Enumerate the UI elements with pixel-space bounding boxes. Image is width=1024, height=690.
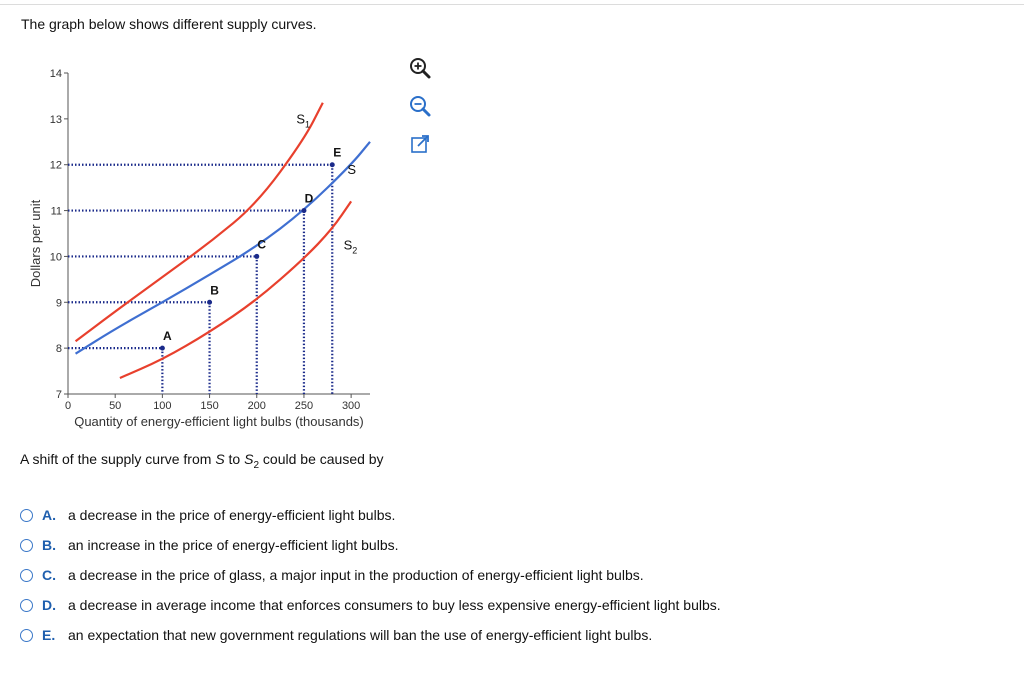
y-tick-label: 14 <box>49 68 62 80</box>
point-label-d: D <box>304 191 314 206</box>
question-part: to <box>224 451 245 467</box>
x-tick-label: 0 <box>64 400 72 412</box>
option-text: an increase in the price of energy-efficient light bulbs. <box>68 537 399 553</box>
option-a[interactable] <box>20 500 721 530</box>
option-text: a decrease in average income that enforces consumers to buy less expensive energy-efficient light bulbs. <box>68 597 721 613</box>
question-part: A shift of the supply curve from <box>20 451 216 467</box>
y-tick-label: 8 <box>55 343 62 356</box>
option-e[interactable] <box>20 620 721 650</box>
point-label-e: E <box>333 145 342 160</box>
supply-chart <box>20 60 400 435</box>
y-tick-label: 7 <box>55 389 62 401</box>
point-label-c: C <box>257 237 267 252</box>
question-s2-subscript: 2 <box>253 459 260 471</box>
question-text <box>20 451 384 471</box>
x-tick-label: 300 <box>341 400 361 412</box>
option-letter: C. <box>42 567 56 583</box>
point-b <box>207 300 212 305</box>
point-d <box>301 208 306 213</box>
answer-options <box>20 500 721 650</box>
option-b[interactable] <box>20 530 721 560</box>
x-tick-label: 250 <box>294 400 314 412</box>
graph-toolbar <box>407 55 437 169</box>
radio-button[interactable] <box>20 509 33 522</box>
radio-button[interactable] <box>20 629 33 642</box>
radio-button[interactable] <box>20 599 33 612</box>
question-s: S <box>215 451 225 467</box>
curve-s2 <box>120 201 351 378</box>
point-e <box>330 162 335 167</box>
x-axis-label: Quantity of energy-efficient light bulbs (thousands) <box>74 414 364 429</box>
x-tick-label: 200 <box>247 400 266 412</box>
curve-s1 <box>76 103 323 344</box>
point-c <box>254 254 259 259</box>
y-tick-label: 10 <box>49 251 62 264</box>
option-letter: B. <box>42 537 56 553</box>
y-axis-label: Dollars per unit <box>28 199 43 288</box>
option-text: an expectation that new government regulations will ban the use of energy-efficient light bulbs. <box>68 627 653 643</box>
option-c[interactable] <box>20 560 721 590</box>
zoom-out-icon[interactable] <box>407 93 433 119</box>
zoom-in-icon[interactable] <box>407 55 433 81</box>
option-letter: E. <box>42 627 56 643</box>
option-text: a decrease in the price of glass, a major input in the production of energy-efficient light bulbs. <box>68 567 644 583</box>
x-tick-label: 50 <box>109 400 122 412</box>
point-label-b: B <box>210 283 219 298</box>
expand-icon[interactable] <box>407 131 433 157</box>
x-tick-label: 150 <box>200 400 219 412</box>
y-tick-label: 12 <box>49 159 62 172</box>
option-text: a decrease in the price of energy-efficient light bulbs. <box>68 507 396 523</box>
point-label-a: A <box>163 329 172 344</box>
question-part: could be caused by <box>259 451 384 467</box>
radio-button[interactable] <box>20 539 33 552</box>
curve-label-s2: $S_2$ <box>343 237 358 256</box>
question-s2: S <box>244 451 254 467</box>
option-d[interactable] <box>20 590 721 620</box>
y-tick-label: 13 <box>49 113 62 126</box>
point-a <box>160 346 165 351</box>
intro-text: The graph below shows different supply curves. <box>21 16 317 32</box>
y-tick-label: 11 <box>50 205 62 218</box>
curve-label-s: S <box>347 161 357 177</box>
option-letter: A. <box>42 507 56 523</box>
top-divider <box>0 4 1024 5</box>
x-tick-label: 100 <box>153 400 172 412</box>
radio-button[interactable] <box>20 569 33 582</box>
curve-label-s1: $S_1$ <box>296 111 311 130</box>
y-tick-label: 9 <box>55 297 62 310</box>
option-letter: D. <box>42 597 56 613</box>
